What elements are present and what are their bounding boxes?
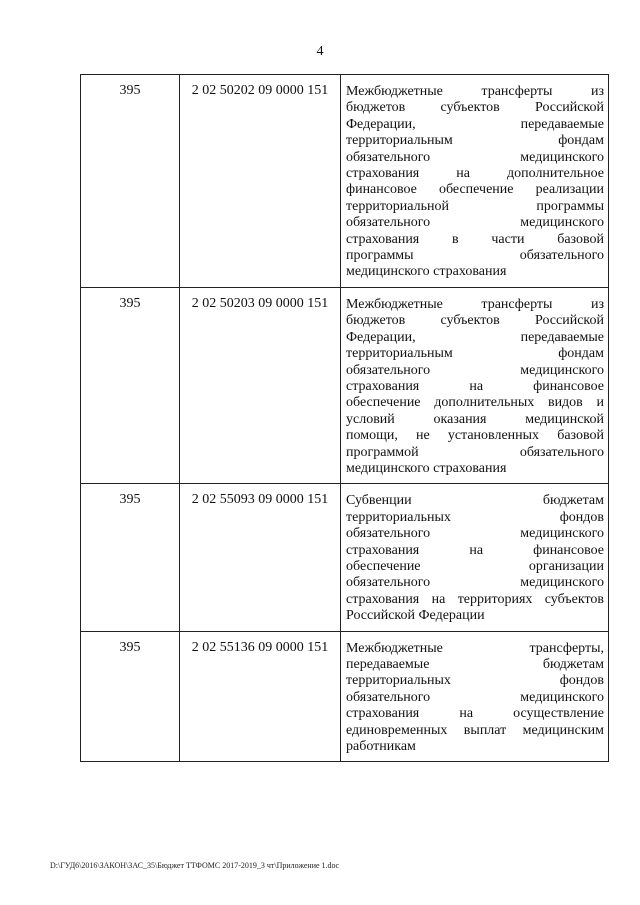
description-line: обязательного медицинского [346,362,604,378]
table-row [81,75,609,288]
table-row [81,631,609,762]
description-line: Федерации, передаваемые [346,329,604,345]
description-line: обязательного медицинского [346,149,604,165]
description-line: обязательного медицинского [346,526,604,542]
page-number: 4 [316,44,324,59]
description-line: Федерации, передаваемые [346,116,604,132]
description-cell [341,75,609,288]
description-cell [341,484,609,631]
description-line: бюджетов субъектов Российской [346,100,604,116]
description-line: условий оказания медицинской [346,411,604,427]
description-line: Межбюджетные трансферты из [346,84,604,99]
description-line: обязательного медицинского [346,215,604,231]
description-line: страхования в части базовой [346,231,604,247]
description-line: Российской Федерации [346,608,485,624]
table-row [81,287,609,483]
description-line: финансовое обеспечение реализации [346,182,604,198]
description-line: единовременных выплат медицинским [346,722,604,738]
description-line: страхования на финансовое [346,378,604,394]
description-line: обязательного медицинского [346,575,604,591]
description-line: программы обязательного [346,248,604,264]
file-path-footer: D:\ГУД6\2016\ЗАКОН\ЗАС_35\Бюджет ТТФОМС 2017-2019_3 чт\Приложение 1.doc [50,861,340,870]
description-line: территориальным фондам [346,346,604,362]
table-row [81,484,609,631]
description-line: медицинского страхования [346,264,507,280]
budget-code-cell: 2 02 50203 09 0000 151 [180,287,341,483]
description-line: территориальной программы [346,198,604,214]
admin-code-cell: 395 [81,484,180,631]
description-line: территориальных фондов [346,673,604,689]
description-cell [341,631,609,762]
description-line: территориальных фондов [346,509,604,525]
description-line: обеспечение дополнительных видов и [346,395,604,411]
table-body [81,75,609,762]
description-line: программой обязательного [346,444,604,460]
description-line: обеспечение организации [346,558,604,574]
description-line: передаваемые бюджетам [346,657,604,672]
description-line: Субвенции бюджетам [346,493,604,509]
description-cell [341,287,609,483]
description-line: Межбюджетные трансферты из [346,296,604,312]
description-line: территориальным фондам [346,133,604,149]
admin-code-cell: 395 [81,631,180,762]
description-line: страхования на финансовое [346,542,604,558]
admin-code-cell: 395 [81,75,180,288]
budget-code-cell: 2 02 55093 09 0000 151 [180,484,341,631]
description-line: Межбюджетные трансферты, [346,640,604,656]
budget-classification-table [80,74,609,762]
description-line: работникам [346,739,416,755]
description-line: медицинского страхования [346,460,507,476]
budget-code-cell: 2 02 50202 09 0000 151 [180,75,341,288]
description-line: помощи, не установленных базовой [346,428,604,444]
description-line: обязательного медицинского [346,689,604,705]
description-line: страхования на территориях субъектов [346,591,604,607]
description-line: страхования на дополнительное [346,166,604,182]
budget-code-cell: 2 02 55136 09 0000 151 [180,631,341,762]
description-line: бюджетов субъектов Российской [346,313,604,329]
description-line: страхования на осуществление [346,706,604,722]
admin-code-cell: 395 [81,287,180,483]
